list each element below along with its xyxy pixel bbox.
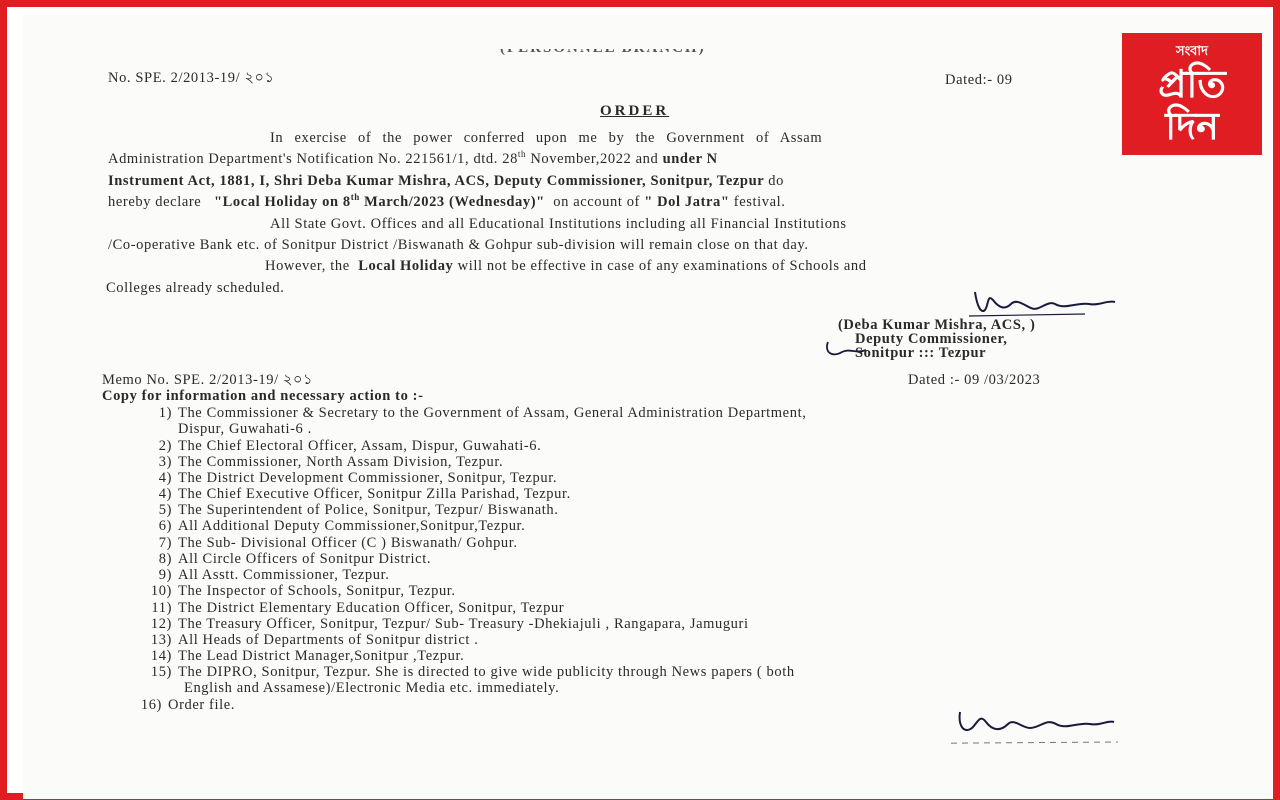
pratidin-logo bbox=[1122, 33, 1262, 155]
para1-line2: Administration Department's Notification No. 221561/1, dtd. 28th November,2022 and under N bbox=[108, 149, 718, 167]
recipient-item: 6) All Additional Deputy Commissioner,Sonitpur,Tezpur. bbox=[158, 518, 526, 534]
recipient-item: 13) All Heads of Departments of Sonitpur district . bbox=[150, 632, 479, 648]
recipient-item: 8) All Circle Officers of Sonitpur District. bbox=[158, 551, 432, 567]
para2-line2: /Co-operative Bank etc. of Sonitpur District /Biswanath & Gohpur sub-division will remain close on that day. bbox=[108, 237, 809, 253]
memo-number: Memo No. SPE. 2/2013-19/ ২০১ bbox=[102, 372, 314, 388]
recipient-item-continued: English and Assamese)/Electronic Media etc. immediately. bbox=[184, 680, 560, 696]
signature-lower bbox=[950, 702, 1120, 746]
order-number: No. SPE. 2/2013-19/ ২০১ bbox=[108, 70, 275, 86]
order-title: ORDER bbox=[600, 103, 670, 119]
recipient-item: 10) The Inspector of Schools, Sonitpur, Tezpur. bbox=[150, 583, 456, 599]
recipient-item: 4) The Chief Executive Officer, Sonitpur Zilla Parishad, Tezpur. bbox=[158, 486, 571, 502]
para1-line1: In exercise of the power conferred upon me by the Government of Assam bbox=[270, 130, 823, 146]
recipient-item: 16) Order file. bbox=[140, 697, 235, 713]
recipient-item: 14) The Lead District Manager,Sonitpur ,Tezpur. bbox=[150, 648, 465, 664]
para3-line2: Colleges already scheduled. bbox=[106, 280, 285, 296]
para1-line4: hereby declare "Local Holiday on 8th March/2023 (Wednesday)" on account of " Dol Jatra" festival. bbox=[108, 192, 786, 210]
recipient-item: 1) The Commissioner & Secretary to the Government of Assam, General Administration Department, bbox=[158, 405, 807, 421]
signatory-place: Sonitpur ::: Tezpur bbox=[855, 345, 987, 361]
recipient-item: 15) The DIPRO, Sonitpur, Tezpur. She is directed to give wide publicity through News papers ( both bbox=[150, 664, 795, 680]
para2-line1: All State Govt. Offices and all Educational Institutions including all Financial Institutions bbox=[270, 216, 847, 232]
recipient-item: 4) The District Development Commissioner, Sonitpur, Tezpur. bbox=[158, 470, 558, 486]
para1-line3: Instrument Act, 1881, I, Shri Deba Kumar Mishra, ACS, Deputy Commissioner, Sonitpur, Tezpur do bbox=[108, 173, 784, 189]
recipient-item-continued: Dispur, Guwahati-6 . bbox=[178, 421, 312, 437]
recipient-item: 12) The Treasury Officer, Sonitpur, Tezpur/ Sub- Treasury -Dhekiajuli , Rangapara, Jamuguri bbox=[150, 616, 749, 632]
recipient-item: 2) The Chief Electoral Officer, Assam, Dispur, Guwahati-6. bbox=[158, 438, 542, 454]
copy-heading: Copy for information and necessary action to :- bbox=[102, 388, 424, 404]
para3-line1: However, the Local Holiday will not be effective in case of any examinations of Schools and bbox=[265, 258, 867, 274]
recipient-item: 3) The Commissioner, North Assam Division, Tezpur. bbox=[158, 454, 504, 470]
logo-main-text: প্রতি দিন bbox=[1158, 62, 1226, 148]
recipient-item: 5) The Superintendent of Police, Sonitpur, Tezpur/ Biswanath. bbox=[158, 502, 559, 518]
signature-upper bbox=[965, 286, 1125, 320]
initials-mark bbox=[822, 338, 870, 362]
recipient-item: 9) All Asstt. Commissioner, Tezpur. bbox=[158, 567, 390, 583]
logo-small-text: সংবাদ bbox=[1175, 44, 1209, 59]
signatory-name: (Deba Kumar Mishra, ACS, ) bbox=[838, 317, 1036, 333]
order-date: Dated:- 09 bbox=[945, 72, 1013, 88]
signatory-designation: Deputy Commissioner, bbox=[855, 331, 1008, 347]
memo-date: Dated :- 09 /03/2023 bbox=[908, 372, 1041, 388]
recipient-item: 7) The Sub- Divisional Officer (C ) Biswanath/ Gohpur. bbox=[158, 535, 518, 551]
recipient-item: 11) The District Elementary Education Officer, Sonitpur, Tezpur bbox=[151, 600, 565, 616]
